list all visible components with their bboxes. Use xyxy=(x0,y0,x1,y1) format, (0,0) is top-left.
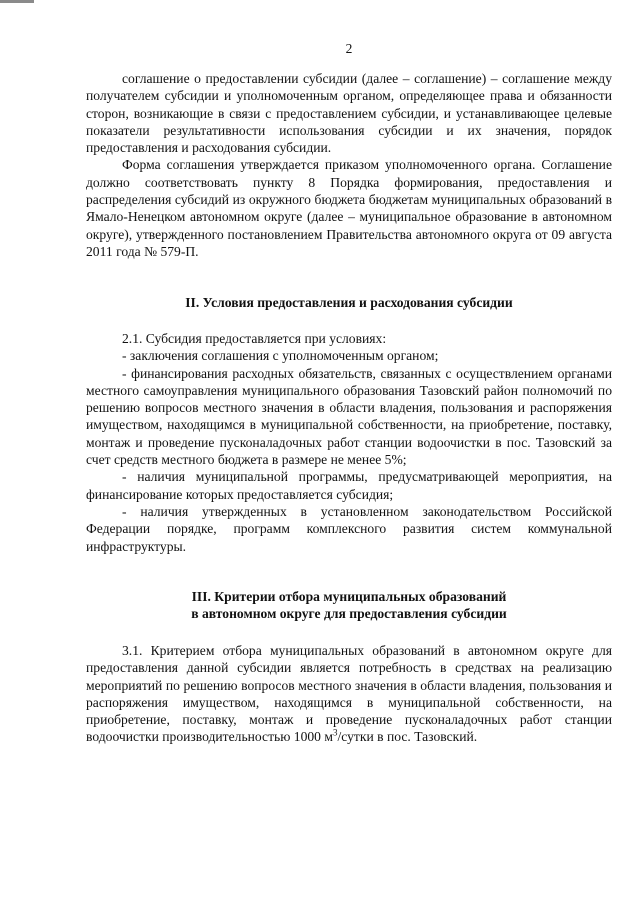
criteria-tail: /сутки в пос. Тазовский. xyxy=(337,729,478,745)
section-conditions xyxy=(86,330,612,555)
section-intro xyxy=(86,70,612,260)
scan-corner-mark xyxy=(0,0,34,3)
definition-paragraph: соглашение о предоставлении субсидии (далее – соглашение) – соглашение между получателем субсидии и уполномоченным органом, определяющее права и обязанности сторон, возникающие в связи с предоставлением субсидии, и устанавливающее целевые показатели результативности использования субсидии и их значения, порядок предоставления и расходования субсидии. xyxy=(86,71,612,156)
condition-item: - заключения соглашения с уполномоченным органом; xyxy=(122,348,439,364)
condition-item: - наличия муниципальной программы, предусматривающей мероприятия, на финансирование которых предоставляется субсидия; xyxy=(86,469,612,502)
section-3-heading-line-1: III. Критерии отбора муниципальных образований xyxy=(191,589,507,604)
criteria-text: 3.1. Критерием отбора муниципальных образований в автономном округе для предоставления данной субсидии является потребность в средствах на реализацию мероприятий по решению вопросов местного значения в области владения, пользования и распоряжения имуществом, находящимся в муниципальной собственности, на приобретение, поставку, монтаж и проведение пусконаладочных работ станции водоочистки производительностью 1000 м xyxy=(86,643,612,745)
section-conditions-heading-block xyxy=(86,294,612,311)
agreement-form-paragraph: Форма соглашения утверждается приказом уполномоченного органа. Соглашение должно соответствовать пункту 8 Порядка формирования, предоставления и распределения субсидий из окружного бюджета бюджетам муниципальных образований в Ямало-Ненецком автономном округе (далее – муниципальное образование в автономном округе), утвержденного постановлением Правительства автономного округа от 09 августа 2011 года № 579-П. xyxy=(86,157,612,259)
section-criteria xyxy=(86,642,612,746)
condition-item: - финансирования расходных обязательств, связанных с осуществлением органами местного самоуправления муниципального образования Тазовский район полномочий по решению вопросов местного значения в области владения, пользования и распоряжения имуществом, находящимся в муниципальной собственности, на приобретение, поставку, монтаж и проведение пусконаладочных работ станции водоочистки в пос. Тазовский за счет средств местного бюджета в размере не менее 5%; xyxy=(86,365,612,468)
cubic-superscript: 3 xyxy=(332,727,338,738)
conditions-intro: 2.1. Субсидия предоставляется при условиях: xyxy=(122,331,387,346)
condition-item: - наличия утвержденных в установленном законодательством Российской Федерации порядке, программ комплексного развития систем коммунальной инфраструктуры. xyxy=(86,503,612,554)
section-3-heading-line-2: в автономном округе для предоставления субсидии xyxy=(191,606,507,622)
section-criteria-heading-block xyxy=(86,588,612,623)
criteria-paragraph xyxy=(86,642,612,746)
page-number: 2 xyxy=(345,41,353,56)
section-2-heading: II. Условия предоставления и расходования субсидии xyxy=(185,295,513,310)
